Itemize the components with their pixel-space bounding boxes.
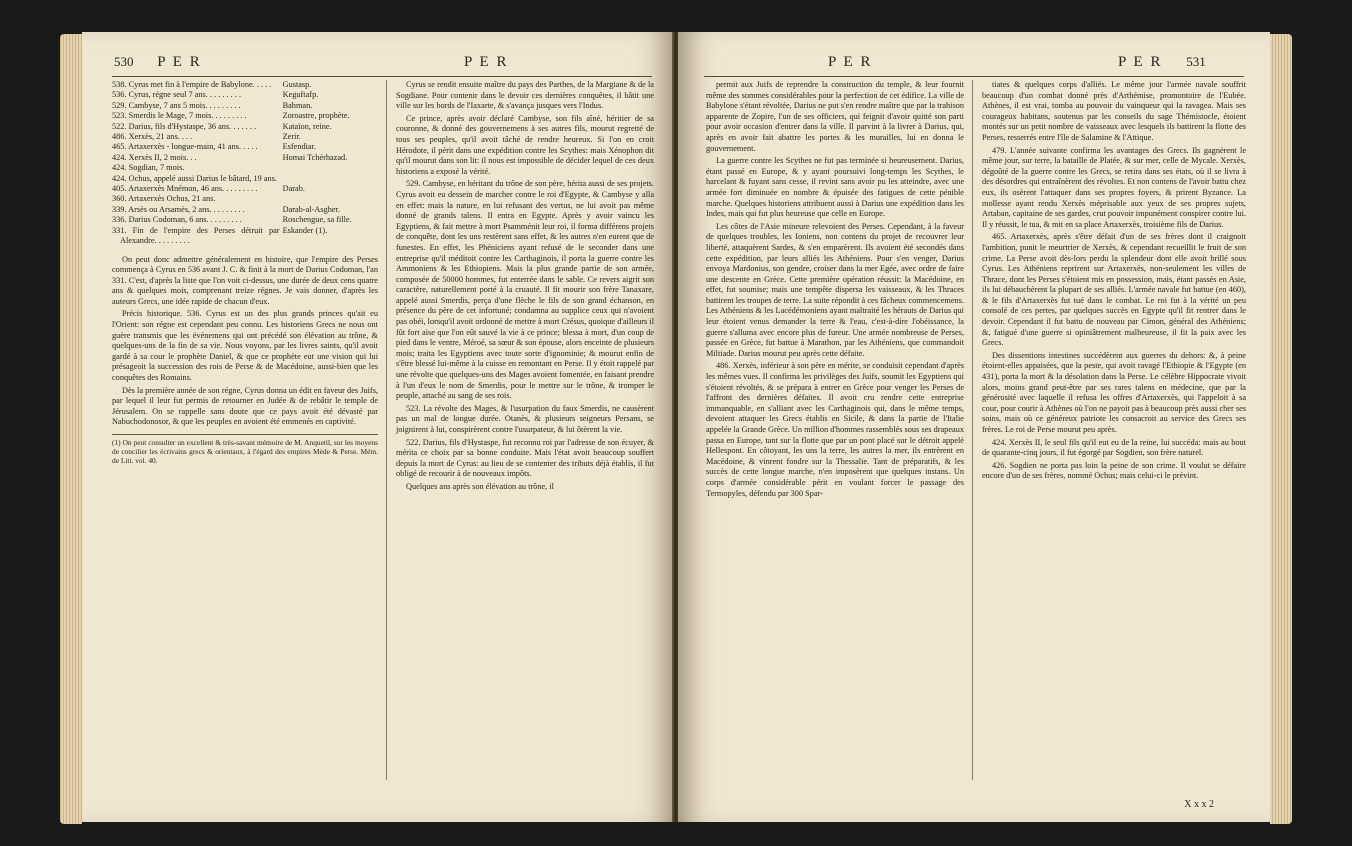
reign-row <box>112 132 378 142</box>
reign-row <box>112 90 378 100</box>
reign-entry: 529. Cambyse, 7 ans 5 mois. . . . . . . . . <box>112 100 241 110</box>
oriental-king: Roschengue, sa fille. <box>282 215 352 225</box>
reign-entry: 336. Darius Codoman, 6 ans. . . . . . . . . <box>112 215 242 225</box>
reign-entry: 465. Artaxerxès - longue-main, 41 ans. . . . . <box>112 142 258 152</box>
oriental-king: Darab. <box>282 184 305 194</box>
body-paragraph: On peut donc admettre généralement en histoire, que l'empire des Perses commença à Cyrus en 536 avant J. C. & finit à la mort de Darius Codoman, l'an 331. C'est, d'après la liste que l'on voit ci-dessus, une durée de deux cens quatre ans & quelques mois, comprenant treize régnes. Je vais donner, d'après les auteurs Grecs, une idée rapide de chacun d'eux. <box>112 254 378 306</box>
signature-mark: X x x 2 <box>1184 799 1214 810</box>
oriental-king: Darab-al-Asgher. <box>282 204 340 214</box>
body-paragraph: 486. Xerxès, inférieur à son père en mérite, se conduisit cependant d'après les mêmes vues. Il confirma les privilèges des Juifs, soumit les Egyptiens qui s'étoient révoltés, & se prépara à entrer en Grèce pour venger les Perses de l'affront des dernières défaites. Il avoit cru rendre cette entreprise immanquable, en s'alliant avec les Carthaginois qui, dans le même temps, devoient attaquer les Grecs établis en Sicile, & dans la partie de l'Italie appelée la Grande Grèce. Un million d'hommes rassemblés sous ses drapeaux passa en Europe, tant sur la flotte que par un pont placé sur le détroit appelé Hellespont. En côtoyant, les uns la terre, les autres la mer, ils entrèrent en Macédoine, & vinrent fondre sur la Thessalie. Tant de préparatifs, & les succès de cette longue marche, n'en imposèrent que quelques instans. Un corps d'armée considérable périt en voulant forcer le passage des Termopyles, défendu par 300 Spar- <box>706 361 964 498</box>
oriental-king: Eskander (1). <box>282 225 328 235</box>
left-page-edges <box>60 34 82 824</box>
body-paragraph: 426. Sogdien ne porta pas loin la peine de son crime. Il voulut se défaire encore d'un de ses frères, nommé Ochus; mais celui-ci le prévint. <box>982 460 1246 481</box>
right-column-rule <box>972 80 973 780</box>
reign-row <box>112 122 378 132</box>
reign-row <box>112 153 378 163</box>
right-head-rule <box>704 76 1244 77</box>
right-running-head <box>1118 54 1206 71</box>
oriental-king <box>280 174 378 184</box>
left-center-head: P E R <box>464 54 509 70</box>
reign-row <box>112 226 378 247</box>
reign-entry: 424. Ochus, appelé aussi Darius le bâtard, 19 ans. <box>112 173 277 183</box>
left-head-text: P E R <box>157 54 202 70</box>
reign-row <box>112 205 378 215</box>
reign-row <box>112 111 378 121</box>
oriental-king <box>280 194 378 204</box>
reign-entry: 523. Smerdis le Mage, 7 mois. . . . . . . . . <box>112 111 247 121</box>
body-paragraph: 479. L'année suivante confirma les avantages des Grecs. Ils gagnèrent le même jour, sur terre, la bataille de Platée, & sur mer, celle de Mycale. Xerxès, dégoûté de la guerre contre les Grecs, se retira dans ses états, où il se livra à des désordres qui entraînèrent des révoltes. Et non contens de l'avoir battu chez eux, ils osèrent l'attaquer dans ses propres foyers, & prirent Byzance. La mollesse ayant rendu Xerxès méprisable aux yeux de ses propres sujets, Artaban, capitaine de ses gardes, crut pouvoir impunément conspirer contre lui. Il y réussit, le tua, & mit en sa place Artaxerxès, troisième fils de Darius. <box>982 145 1246 229</box>
reign-entry: 424. Sogdian, 7 mois. <box>112 163 185 173</box>
body-paragraph: Ce prince, après avoir déclaré Cambyse, son fils aîné, héritier de sa couronne, & donné des gouvernemens à ses autres fils, mourut regretté de tous ses peuples, qu'il avoit tâché de rendre heureux. Si l'on en croit Hérodote, il périt dans une expédition contre les Scythes: mais Xénophon dit qu'il mourut dans son lit: il nous est impossible de décider lequel de ces deux historiens a exposé la vérité. <box>396 113 654 176</box>
right-page-edges <box>1270 34 1292 824</box>
reign-entry: 522. Darius, fils d'Hystaspe, 36 ans. . . . . . . <box>112 121 257 131</box>
body-paragraph: 529. Cambyse, en héritant du trône de son père, hérita aussi de ses projets. Cyrus avoit eu dessein de marcher contre le roi d'Egypte, & Cambyse y alla en effet: mais la nature, en lui refusant des vertus, ne lui avoit pas même donné de grands talens. Il entra en Egypte. Après y avoir vaincu les Egyptiens, & fait mettre à mort Psamménit leur roi, il forma différens projets de conquête, dont les uns restèrent sans effet, & les autres n'en eurent que de funestes. En effet, les Phéniciens ayant refusé de le seconder dans une entreprise qu'il méditoit contre les Carthaginois, il porta la guerre contre les Ammoniens & les Ethiopiens. Mais la plus grande partie de son armée, composée de 50000 hommes, fut enterrée dans le sable. Ce revers aigrit son caractère, naturellement porté à la cruauté. Il fit mourir son frère Tanaxare, appelé aussi Smerdis, perça d'une flèche le fils de son grand échanson, en présence du père de cet infortuné; condamna au supplice ceux qui n'avoient pas obéi, lorsqu'il avoit ordonné de mettre à mort Crésus, quoique d'ailleurs il fût fort aise que l'on eût sauvé la vie à ce prince; blessa à mort, d'un coup de pied dans le ventre, Méroé, sa sœur & son épouse, alors enceinte de plusieurs mois; traita les Egyptiens avec toute sorte d'ignominie; & mourut enfin de s'être blessé lui-même à la cuisse en remontant en Perse. Il y étoit rappelé par une révolte que quelques-uns des Mages avoient fomentée, en faisant prendre à l'un d'eux le nom de Smerdis, pour le mettre sur le trône, & tromper le peuple, attaché au sang de ses rois. <box>396 179 654 401</box>
reign-entry: 331. Fin de l'empire des Perses détruit par Alexandre. . . . . . . . . <box>112 225 280 246</box>
oriental-king: Bahman. <box>282 100 313 110</box>
left-running-head <box>114 54 202 71</box>
left-page <box>82 32 674 822</box>
body-paragraph: Précis historique. 536. Cyrus est un des plus grands princes qu'ait eu l'Orient: son régne est cependant peu connu. Les historiens Grecs ne nous ont guère transmis que les événemens qui ont précédé son élévation au trône, & quelques-uns de la fin de sa vie. Nous voyons, par les livres saints, qu'il avoit gardé à sa cour le prophète Daniel, & que ce prophète eut une vision qui lui présageoit la succession des rois de Perse & de Macédoine, aussi-bien que les conquêtes des Romains. <box>112 309 378 383</box>
oriental-king: Kataïon, reine. <box>282 121 332 131</box>
right-column-1 <box>706 80 964 501</box>
left-column-2 <box>396 80 654 495</box>
body-paragraph: permit aux Juifs de reprendre la construction du temple, & leur fournit même des sommes considérables pour la perfection de cet édifice. La ville de Babylone s'étant révoltée, Darius ne put s'en rendre maître que par la trahison apparente de Zopire, l'un de ses officiers, qui feignit d'avoir quitté son parti pour avoir occasion d'entrer dans la ville. Il parvint à la livrer à Darius, qui, après en avoir fait abattre les portes & les murailles, lui en donna le gouvernement. <box>706 80 964 153</box>
body-paragraph: tiates & quelques corps d'alliés. Le même jour l'armée navale souffrit beaucoup d'un combat donné près d'Arthémise, promontoire de l'Eubée. Athènes, il est vrai, tomba au pouvoir du vainqueur qui la ravagea. Mais ses courageux habitans, soutenus par les conseils du sage Thémistocle, étoient montés sur un petit nombre de vaisseaux avec lesquels ils battirent la flotte des Perses, resserrés entre l'île de Salamine & l'Attique. <box>982 80 1246 142</box>
body-paragraph: Quelques ans après son élévation au trône, il <box>406 481 554 491</box>
reign-entry: 405. Artaxerxès Mnémon, 46 ans. . . . . . . . . <box>112 184 258 194</box>
reign-row <box>112 215 378 225</box>
reign-row <box>112 80 378 90</box>
reigns-table <box>112 80 378 247</box>
body-paragraph: Des dissentions intestines succédèrent aux guerres du dehors: &, à peine étoient-elles appaisées, que la peste, qui avoit ravagé l'Ethiopie & l'Egypte (en 431), porta la mort & la désolation dans la Perse. Le célèbre Hippocrate vivoit alors, moins grand peut-être par ses rares talens en médecine, que par la générosité avec laquelle il refusa les offres d'Artaxerxès, qui l'appeloit à sa cour, pour courir à Athènes où l'on ne payoit pas à beaucoup près aussi cher ses soins, mais où ce généreux patriote les consacroit au service des Grecs ses frères. Le roi de Perse mourut peu après. <box>982 350 1246 434</box>
reign-entry: 424. Xerxès II, 2 mois. . . <box>112 152 197 162</box>
oriental-king: Gustasp. <box>282 80 312 89</box>
oriental-king: Zerir. <box>282 132 301 142</box>
body-paragraph: 424. Xerxès II, le seul fils qu'il eut eu de la reine, lui succéda: mais au bout de quarante-cinq jours, il fut égorgé par Sogdien, son frère naturel. <box>982 437 1246 458</box>
footnote: (1) On peut consulter un excellent & très-savant mémoire de M. Anquetil, sur les moyens de concilier les écrivains grecs & orientaux, à l'égard des empires Mède & Perse. Mém. de Litt. vol. 40. <box>112 434 378 465</box>
oriental-king: Keguftafp. <box>282 90 319 100</box>
right-center-head: P E R <box>828 54 873 70</box>
right-page-number: 531 <box>1186 54 1206 69</box>
body-paragraph: Dès la première année de son régne, Cyrus donna un édit en faveur des Juifs, par lequel il leur fut permis de retourner en Judée & de rebâtir le temple de Jérusalem. On se rappelle sans doute que ce pays avoit été dévasté par Nabuchodonosor, & que les peuples en avoient été emmenés en captivité. <box>112 385 378 427</box>
reign-row <box>112 174 378 184</box>
reign-row <box>112 101 378 111</box>
oriental-king: Zoroastre, prophète. <box>282 111 350 121</box>
body-paragraph: Les côtes de l'Asie mineure relevoient des Perses. Cependant, à la faveur de quelques troubles, les Ioniens, non contens du projet de recouvrer leur liberté, attaquèrent Sardes, & s'en emparèrent. Ils avoient été secondés dans cette expédition, par leurs alliés les Athéniens. Pour s'en venger, Darius envoya Mardonius, son gendre, croiser dans la mer Egée, avec ordre de faire une descente en Grèce. Cette première opération réussit: la Macédoine, en effet, fut soumise; mais une tempête dispersa les vaisseaux, & les Thraces battirent les troupes de terre. La suite répondit à ces fâcheux commencemens. Les Athéniens & les Lacédémoniens ayant maltraité les hérauts de Darius qui leur étoient venus demander la terre & l'eau, c'est-à-dire l'obéissance, la guerre s'alluma avec encore plus de fureur. Une armée nombreuse de Perses, passée en Grèce, fut battue à Marathon, par les Athéniens, que commandoit Miltiade. Darius mourut peu après cette défaite. <box>706 221 964 358</box>
oriental-king: Homai Tchérhazad. <box>282 152 348 162</box>
body-paragraph: 522. Darius, fils d'Hystaspe, fut reconnu roi par l'adresse de son écuyer, & mérita ce choix par sa bonne conduite. Mais l'état avoit beaucoup souffert depuis la mort de Cyrus: au lieu de se contenter des tributs déjà établis, il fut obligé de recourir à de nouveaux impôts. <box>396 437 654 479</box>
reign-row <box>112 163 378 173</box>
left-page-number: 530 <box>114 54 134 69</box>
reign-entry: 486. Xerxès, 21 ans. . . . <box>112 132 193 142</box>
right-column-2 <box>982 80 1246 484</box>
open-book <box>60 26 1292 826</box>
reign-entry: 360. Artaxerxès Ochus, 21 ans. <box>112 194 216 204</box>
reign-entry: 536. Cyrus, régne seul 7 ans. . . . . . . . . <box>112 90 242 100</box>
right-page <box>678 32 1270 822</box>
right-head-text: P E R <box>1118 54 1163 70</box>
oriental-king <box>280 163 378 173</box>
body-paragraph: La guerre contre les Scythes ne fut pas terminée si heureusement. Darius, étant passé en Europe, & y ayant poursuivi long-temps les Scythes, le harcelant & fuyant sans cesse, il revint sans avoir pu les atteindre, avec une armée fort diminuée en nombre & épuisée des fatigues de cette pénible marche. Quelques historiens attribuent aussi à Darius une expédition dans les Indes, mais qui fut plus heureuse que celle en Europe. <box>706 156 964 219</box>
body-paragraph: Cyrus se rendit ensuite maître du pays des Parthes, de la Margiane & de la Sogdiane. Pour contenir dans le devoir ces dernières conquêtes, il bâtit une ville sur les bords de l'Iaxarte, & s'avança jusques vers l'Indus. <box>396 80 654 111</box>
left-column-rule <box>386 80 387 780</box>
reign-row <box>112 142 378 152</box>
body-paragraph: 523. La révolte des Mages, & l'usurpation du faux Smerdis, ne causèrent pas un mal de longue durée. Otanès, & plusieurs seigneurs Persans, se joignirent à lui, conspirèrent contre l'usurpateur, & lui ôtèrent la vie. <box>396 403 654 434</box>
reign-entry: 538. Cyrus met fin à l'empire de Babylone. . . . . <box>112 80 272 89</box>
reign-row <box>112 184 378 194</box>
left-column-1 <box>112 80 378 465</box>
reign-row <box>112 194 378 204</box>
oriental-king: Esfendiar. <box>282 142 316 152</box>
body-paragraph: 465. Artaxerxès, après s'être défait d'un de ses frères dont il craignoit l'ambition, punit le meurtrier de Xerxès, & cependant recueillit le fruit de son crime. La Perse avoit dès-lors perdu la splendeur dont elle avoit brillé sous Cyrus. Les Athéniens reprirent sur Artaxerxès, non-seulement les villes de Thrace, dont les Perses s'étoient mis en possession, mais, étant passés en Asie, ils lui débauchèrent la plupart de ses alliés. L'armée navale fut battue (en 460), & le fils d'Artaxerxès fut tué dans le combat. Le roi fut à la vérité un peu consolé de ces pertes, par quelques succès en Egypte qu'il fit rentrer dans le devoir. Cependant il fut battu de nouveau par Cimon, général des Athéniens; &, fatigué d'une guerre si opiniâtrement malheureuse, il fit la paix avec les Grecs. <box>982 232 1246 348</box>
left-head-rule <box>112 76 652 77</box>
reign-entry: 339. Arsès ou Arsamès, 2 ans. . . . . . . . . <box>112 204 245 214</box>
